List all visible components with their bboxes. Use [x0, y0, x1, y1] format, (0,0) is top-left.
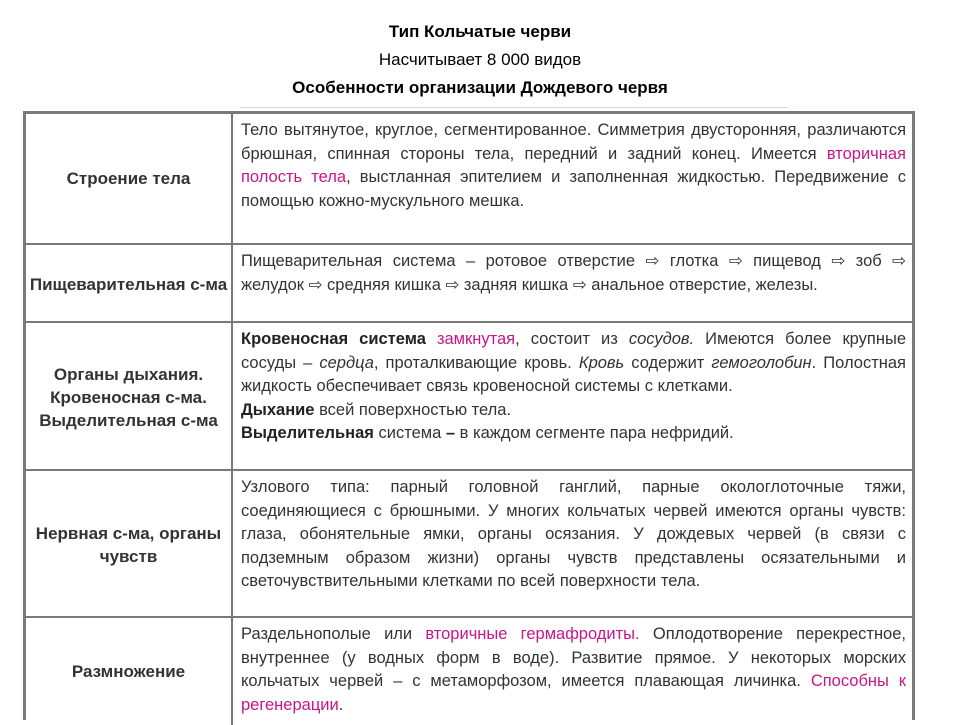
text-segment: в каждом сегменте пара нефридий. [455, 424, 734, 442]
row-paragraph [241, 476, 906, 594]
row-paragraph [241, 422, 906, 446]
row-paragraph [241, 119, 906, 213]
row-text [233, 245, 912, 323]
row-body-structure [26, 114, 912, 243]
row-text [233, 618, 912, 725]
highlight-term: вторичная полость тела [241, 144, 906, 186]
text-segment: , проталкивающие кровь. [373, 353, 579, 372]
row-label: Строение тела [26, 114, 233, 243]
text-segment: Имеются более крупные сосуды – [241, 330, 906, 372]
bold-term: Кровеносная система [241, 330, 437, 348]
row-label: Пищеварительная с-ма [26, 245, 233, 323]
text-segment: , выстланная эпителием и заполненная жидкостью. Передвижение с помощью кожно-мускульного мешка. [241, 168, 906, 210]
text-segment: Раздельнополые или [241, 625, 426, 643]
row-paragraph [241, 399, 906, 423]
heading-divider [240, 107, 788, 108]
bold-term: – [445, 424, 456, 442]
row-text [233, 114, 912, 243]
italic-term: сердца [319, 353, 374, 372]
row-label: Нервная с-ма, органы чувств [26, 471, 233, 618]
row-paragraph [241, 250, 906, 297]
italic-term: гемоголобин [711, 353, 812, 372]
page-title: Тип Кольчатые черви [388, 22, 572, 41]
text-segment: Пищеварительная система – ротовое отверстие ⇨ глотка ⇨ пищевод ⇨ зоб ⇨ желудок ⇨ средняя кишка ⇨ задняя кишка ⇨ анальное отверстие, железы. [241, 252, 906, 294]
text-segment: Узлового типа: парный головной ганглий, парные окологлоточные тяжи, соединяющиеся с брюшными. У многих кольчатых червей имеются органы чувств: глаза, обонятельные ямки, органы осязания. У дождевых червей (в связи с подземным образом жизни) органы чувств представлены осязательными и светочувствительными клетками по всей поверхности тела. [241, 478, 906, 590]
italic-term: сосудов. [628, 330, 695, 348]
italic-term: Кровь [578, 353, 625, 372]
text-segment: Оплодотворение перекрестное, внутреннее (у водных форм в воде). Развитие прямое. У некоторых морских кольчатых червей – с метаморфозом, имеется плавающая личинка. [241, 625, 906, 690]
text-segment: . Полостная жидкость обеспечивает связь кровеносной системы с клетками. [241, 353, 906, 395]
row-text [233, 471, 912, 618]
row-paragraph [241, 623, 906, 717]
highlight-term: вторичные гермафродиты. [425, 625, 640, 643]
text-segment: , состоит из [515, 330, 629, 348]
highlight-term: Способны к регенерации [241, 672, 906, 714]
text-segment: всей поверхностью тела. [314, 400, 512, 419]
row-respiratory-circulatory-excretory [26, 321, 912, 471]
row-label: Органы дыхания. Кровеносная с-ма. Выделительная с-ма [26, 323, 233, 471]
species-count: Насчитывает 8 000 видов [378, 50, 582, 69]
section-heading: Особенности организации Дождевого червя [292, 78, 668, 97]
features-table [23, 111, 915, 720]
row-text [233, 323, 912, 471]
highlight-term: замкнутая [436, 330, 516, 348]
bold-term: Дыхание [241, 400, 315, 419]
row-label: Размножение [26, 618, 233, 725]
row-nervous [26, 469, 912, 618]
bold-term: Выделительная [241, 424, 374, 442]
row-paragraph [241, 328, 906, 399]
text-segment: содержит [624, 353, 712, 372]
text-segment: Тело вытянутое, круглое, сегментированное. Симметрия двусторонняя, различаются брюшная, спинная стороны тела, передний и задний конец. Имеется [241, 121, 906, 163]
text-segment: система [373, 424, 446, 442]
row-reproduction [26, 616, 912, 725]
text-segment: . [338, 695, 344, 714]
row-digestive [26, 243, 912, 323]
